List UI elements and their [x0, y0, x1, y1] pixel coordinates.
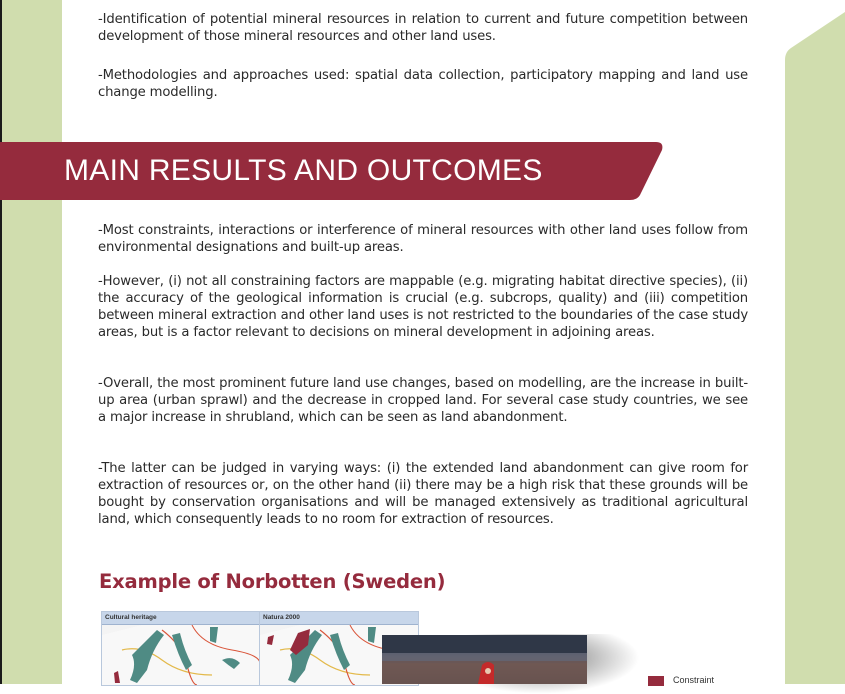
- left-edge-border: [0, 0, 2, 684]
- example-title: Example of Norbotten (Sweden): [99, 570, 446, 593]
- intro-paragraph-2: -Methodologies and approaches used: spatial data collection, participatory mapping and land use change modelling.: [98, 68, 748, 100]
- result-paragraph-1: -Most constraints, interactions or interference of mineral resources with other land uses follow from environmental designations and built-up areas.: [98, 223, 748, 255]
- legend-constraint-swatch: [648, 676, 664, 686]
- map-label: Natura 2000: [260, 612, 418, 625]
- map-label: Cultural heritage: [102, 612, 260, 625]
- map-graphic: [102, 625, 260, 685]
- right-decorative-bar: [783, 0, 845, 684]
- intro-paragraph-1: -Identification of potential mineral resources in relation to current and future competition between development of those mineral resources and other land uses.: [98, 12, 748, 44]
- reindeer-herder-photo: [382, 635, 587, 684]
- section-title: MAIN RESULTS AND OUTCOMES: [64, 154, 543, 187]
- result-paragraph-2: -However, (i) not all constraining factors are mappable (e.g. migrating habitat directive species), (ii) the accuracy of the geological information is crucial (e.g. subcrops, quality) and (iii) competition between mineral extraction and other land uses is not restricted to the boundaries of the case study areas, but is a factor relevant to decisions on mineral development in adjoining areas.: [98, 274, 748, 340]
- result-paragraph-3: -Overall, the most prominent future land use changes, based on modelling, are the increase in built-up area (urban sprawl) and the decrease in cropped land. For several case study countries, we see a major increase in shrubland, which can be seen as land abandonment.: [98, 376, 748, 425]
- map-cultural-heritage: [101, 611, 261, 686]
- result-paragraph-4: -The latter can be judged in varying ways: (i) the extended land abandonment can give room for extraction of resources or, on the other hand (ii) there may be a high risk that these grounds will be bought by conservation organisations and will be managed extensively as traditional agricultural land, which consequently leads to no room for extraction of resources.: [98, 461, 748, 527]
- left-decorative-bar: [0, 0, 62, 684]
- legend-constraint-label: Constraint: [673, 675, 715, 685]
